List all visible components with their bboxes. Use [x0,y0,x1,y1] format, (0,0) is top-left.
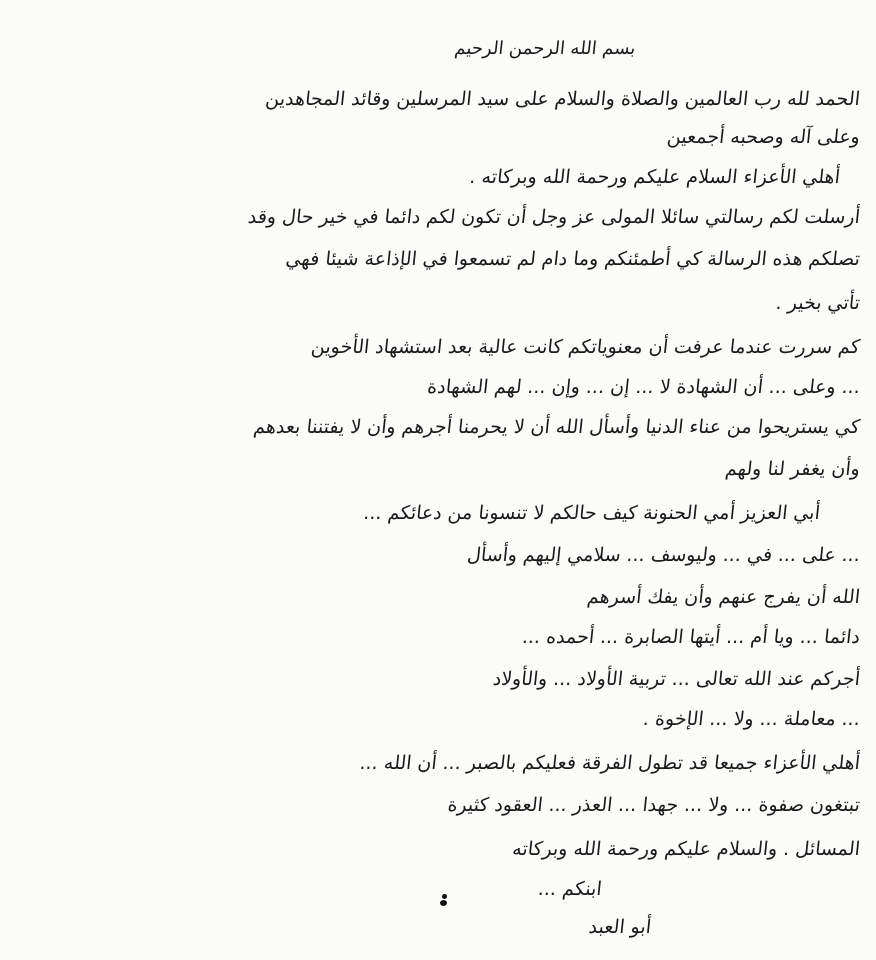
letter-line-19: المسائل . والسلام عليكم ورحمة الله وبركاته [511,838,862,860]
letter-line-6: تأتي بخير . [774,292,862,314]
letter-line-13: الله أن يفرج عنهم وأن يفك أسرهم [586,586,862,608]
letter-line-10: وأن يغفر لنا ولهم [724,458,862,480]
letter-greeting: أهلي الأعزاء السلام عليكم ورحمة الله وبركاته . [468,166,842,188]
letter-line-4: أرسلت لكم رسالتي سائلا المولى عز وجل أن تكون لكم دائما في خير حال وقد [246,206,862,228]
letter-line-1: الحمد لله رب العالمين والصلاة والسلام على سيد المرسلين وقائد المجاهدين [264,88,862,110]
letter-closing: ابنكم ... [537,878,603,900]
ink-dots [440,894,450,908]
basmala: بسم الله الرحمن الرحيم [453,38,637,59]
letter-line-2: وعلى آله وصحبه أجمعين [665,126,862,148]
letter-line-8: ... وعلى ... أن الشهادة لا ... إن ... وإن ... لهم الشهادة [426,376,862,398]
letter-line-7: كم سررت عندما عرفت أن معنوياتكم كانت عالية بعد استشهاد الأخوين [309,336,862,358]
letter-line-11: أبي العزيز أمي الحنونة كيف حالكم لا تنسونا من دعائكم ... [362,502,822,524]
letter-line-14: دائما ... ويا أم ... أيتها الصابرة ... أحمده ... [521,626,862,648]
letter-signature: أبو العبد [587,916,653,938]
letter-line-15: أجركم عند الله تعالى ... تربية الأولاد ... والأولاد [491,668,862,690]
letter-line-17: أهلي الأعزاء جميعا قد تطول الفرقة فعليكم بالصبر ... أن الله ... [358,752,862,774]
letter-line-9: كي يستريحوا من عناء الدنيا وأسأل الله أن لا يحرمنا أجرهم وأن لا يفتننا بعدهم [252,416,862,438]
letter-line-5: تصلكم هذه الرسالة كي أطمئنكم وما دام لم تسمعوا في الإذاعة شيئا فهي [284,248,862,270]
letter-line-16: ... معاملة ... ولا ... الإخوة . [642,708,862,730]
letter-line-18: تبتغون صفوة ... ولا ... جهدا ... العذر ... العقود كثيرة [446,794,862,816]
letter-line-12: ... على ... في ... وليوسف ... سلامي إليهم وأسأل [466,544,862,566]
